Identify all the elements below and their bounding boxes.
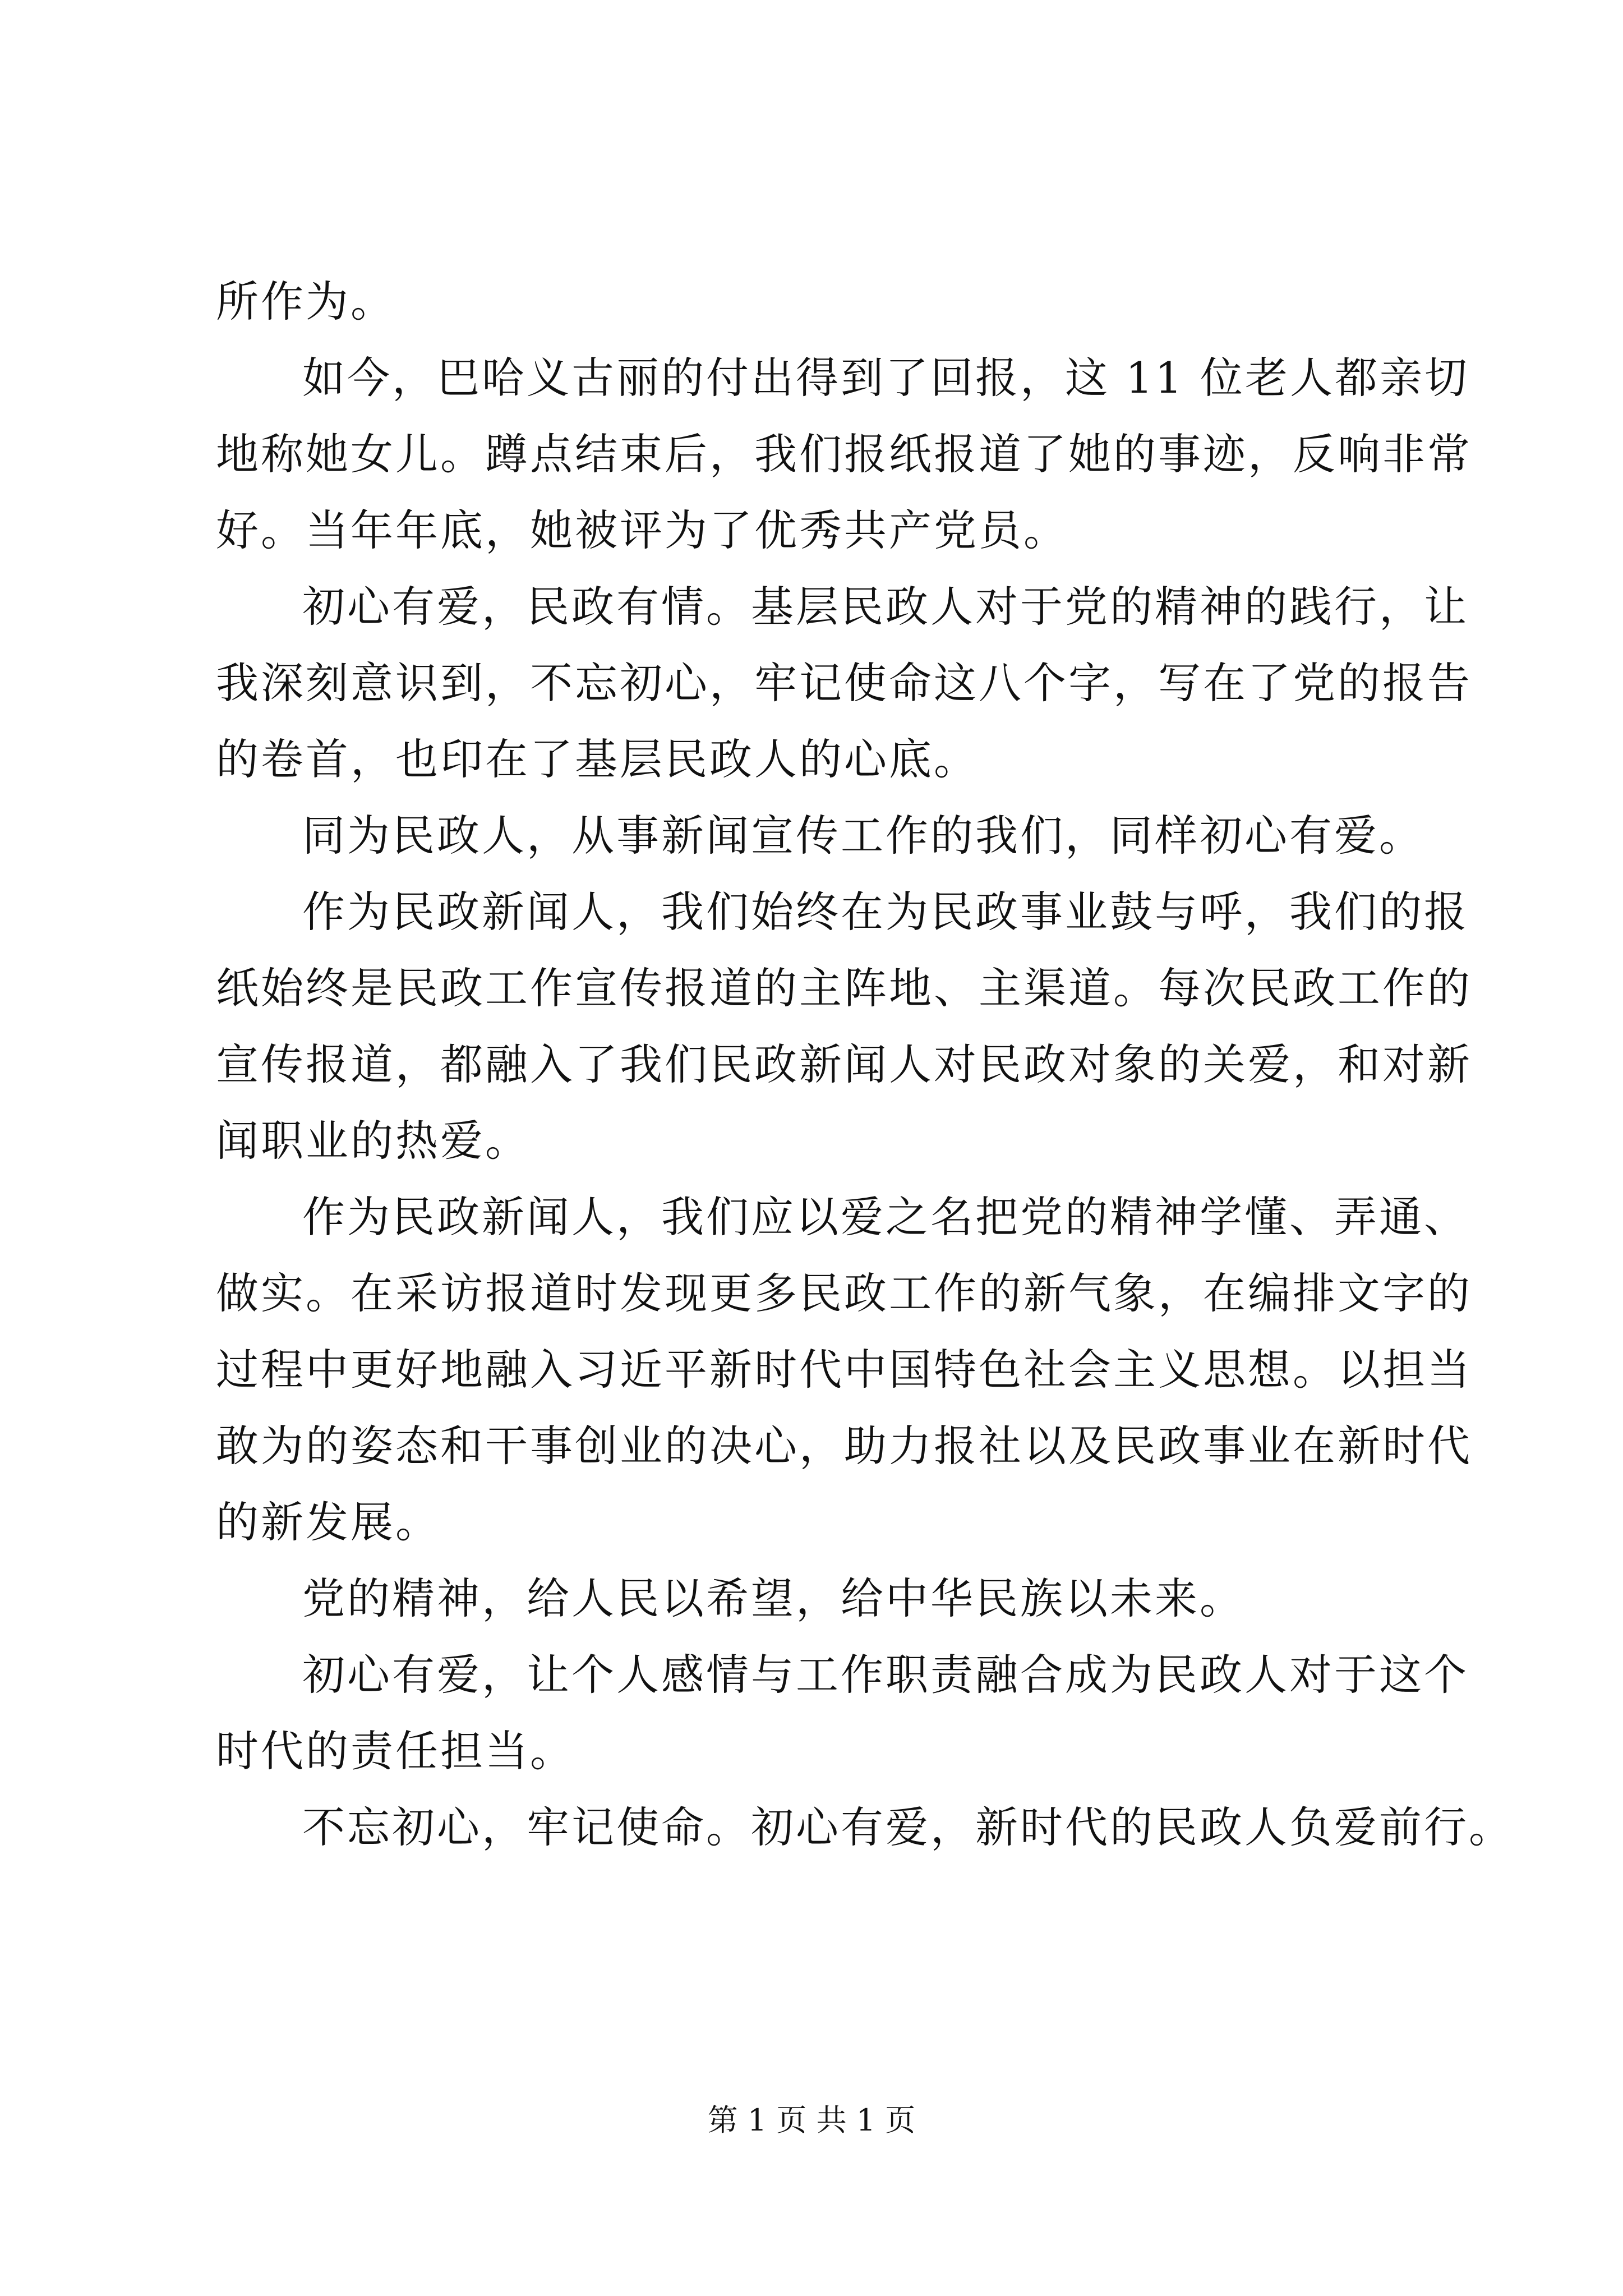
text-line: 的新发展。 [216, 1497, 440, 1547]
text-line: 如今，巴哈义古丽的付出得到了回报，这 11 位老人都亲切 [302, 353, 1470, 403]
text-line: 宣传报道，都融入了我们民政新闻人对民政对象的关爱，和对新 [216, 1039, 1472, 1089]
text-line: 纸始终是民政工作宣传报道的主阵地、主渠道。每次民政工作的 [216, 963, 1472, 1013]
text-line: 好。当年年底，她被评为了优秀共产党员。 [216, 505, 1068, 555]
paragraph [216, 340, 1472, 569]
paragraph [216, 264, 1438, 340]
text-line: 所作为。 [216, 277, 395, 326]
text-line: 闻职业的热爱。 [216, 1116, 530, 1166]
text-line: 作为民政新闻人，我们应以爱之名把党的精神学懂、弄通、 [302, 1192, 1469, 1242]
text-line: 地称她女儿。蹲点结束后，我们报纸报道了她的事迹，反响非常 [216, 429, 1472, 479]
text-line: 作为民政新闻人，我们始终在为民政事业鼓与呼，我们的报 [302, 887, 1469, 937]
text-line: 的卷首，也印在了基层民政人的心底。 [216, 734, 979, 784]
text-line: 不忘初心，牢记使命。初心有爱，新时代的民政人负爱前行。 [302, 1802, 1514, 1852]
paragraph [216, 1789, 1514, 1866]
document-body [216, 264, 1514, 1866]
paragraph [216, 1179, 1472, 1561]
page-footer [0, 2101, 1623, 2140]
paragraph [216, 874, 1472, 1179]
text-line: 初心有爱，让个人感情与工作职责融合成为民政人对于这个 [302, 1650, 1469, 1700]
text-line: 做实。在采访报道时发现更多民政工作的新气象，在编排文字的 [216, 1268, 1472, 1318]
paragraph [216, 798, 1438, 874]
paragraph [216, 569, 1472, 798]
text-line: 敢为的姿态和干事创业的决心，助力报社以及民政事业在新时代 [216, 1421, 1472, 1471]
text-line: 初心有爱，民政有情。基层民政人对于党的精神的践行，让 [302, 582, 1469, 632]
text-line: 同为民政人，从事新闻宣传工作的我们，同样初心有爱。 [302, 811, 1424, 861]
text-line: 过程中更好地融入习近平新时代中国特色社会主义思想。以担当 [216, 1345, 1472, 1395]
text-line: 党的精神，给人民以希望，给中华民族以未来。 [302, 1573, 1244, 1623]
paragraph [216, 1637, 1469, 1789]
text-line: 我深刻意识到，不忘初心，牢记使命这八个字，写在了党的报告 [216, 658, 1472, 708]
page-number-label: 第 1 页 共 1 页 [707, 2102, 916, 2138]
paragraph [216, 1561, 1438, 1637]
text-line: 时代的责任担当。 [216, 1726, 575, 1776]
